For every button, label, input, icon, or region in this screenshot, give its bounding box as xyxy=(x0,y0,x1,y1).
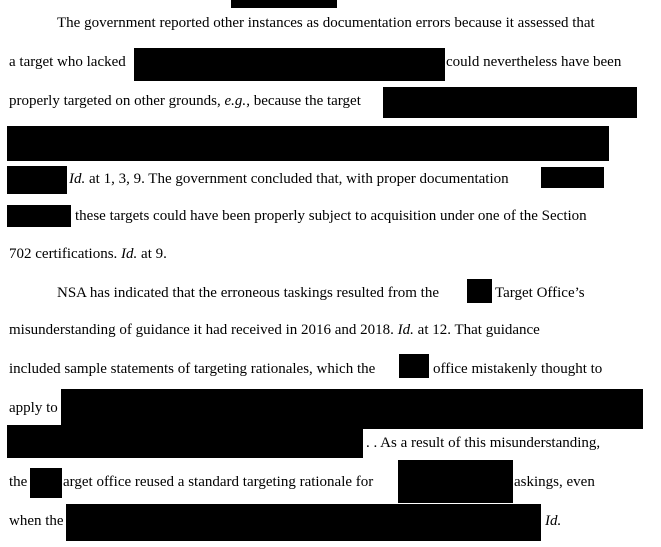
paragraph-line xyxy=(446,53,621,71)
paragraph-line xyxy=(57,284,439,302)
text-span: properly targeted on other grounds, xyxy=(9,93,221,109)
text-span: when the xyxy=(9,513,64,529)
text-span: office mistakenly thought to xyxy=(433,361,603,377)
paragraph-line xyxy=(9,53,126,71)
redaction-block xyxy=(383,87,637,118)
text-span-italic: Id. xyxy=(397,322,414,338)
redaction-block xyxy=(231,0,337,8)
text-span: at 9. xyxy=(141,246,167,262)
paragraph-line xyxy=(9,473,27,491)
redaction-block xyxy=(541,167,604,188)
text-span: arget office reused a standard targeting rationale for xyxy=(63,474,374,490)
redaction-block xyxy=(399,354,429,378)
text-span: , because the target xyxy=(246,93,361,109)
text-span-italic: Id. xyxy=(69,171,86,187)
text-span: included sample statements of targeting rationales, which the xyxy=(9,361,376,377)
text-span: Target Office’s xyxy=(495,285,585,301)
text-span: a target who lacked xyxy=(9,54,126,70)
redaction-block xyxy=(7,166,67,194)
paragraph-line xyxy=(9,321,540,339)
text-span: misunderstanding of guidance it had received in 2016 and 2018. xyxy=(9,322,394,338)
redaction-block xyxy=(66,504,541,541)
paragraph-line xyxy=(75,207,587,225)
redaction-block xyxy=(398,460,513,503)
paragraph-line xyxy=(9,92,361,110)
redaction-block xyxy=(30,468,62,498)
text-span: at 12. That guidance xyxy=(417,322,540,338)
text-span: . . As a result of this misunderstanding, xyxy=(366,435,601,451)
paragraph-line xyxy=(9,245,167,263)
redaction-block xyxy=(7,425,363,458)
paragraph-line xyxy=(69,170,509,188)
redaction-block xyxy=(134,48,445,81)
paragraph-line xyxy=(514,473,595,491)
paragraph-line xyxy=(63,473,373,491)
paragraph-line xyxy=(545,512,561,530)
text-span: The government reported other instances as documentation errors because it assessed that xyxy=(57,15,595,31)
redaction-block xyxy=(61,389,643,429)
text-span-italic: Id. xyxy=(545,513,562,529)
paragraph-line xyxy=(366,434,600,452)
paragraph-line xyxy=(495,284,585,302)
paragraph-line xyxy=(9,512,64,530)
paragraph-line xyxy=(9,399,58,417)
redaction-block xyxy=(7,126,609,161)
text-span-italic: e.g. xyxy=(224,93,247,109)
redaction-block xyxy=(7,205,71,227)
text-span-italic: Id. xyxy=(121,246,138,262)
text-span: apply to xyxy=(9,400,58,416)
redaction-block xyxy=(467,279,492,303)
text-span: these targets could have been properly subject to acquisition under one of the Section xyxy=(75,208,587,224)
text-span: at 1, 3, 9. The government concluded that, with proper documentation xyxy=(89,171,509,187)
text-span: askings, even xyxy=(514,474,595,490)
paragraph-line xyxy=(57,14,595,32)
paragraph-line xyxy=(9,360,375,378)
text-span: could nevertheless have been xyxy=(446,54,622,70)
text-span: the xyxy=(9,474,28,490)
paragraph-line xyxy=(433,360,602,378)
text-span: NSA has indicated that the erroneous taskings resulted from the xyxy=(57,285,439,301)
text-span: 702 certifications. xyxy=(9,246,118,262)
